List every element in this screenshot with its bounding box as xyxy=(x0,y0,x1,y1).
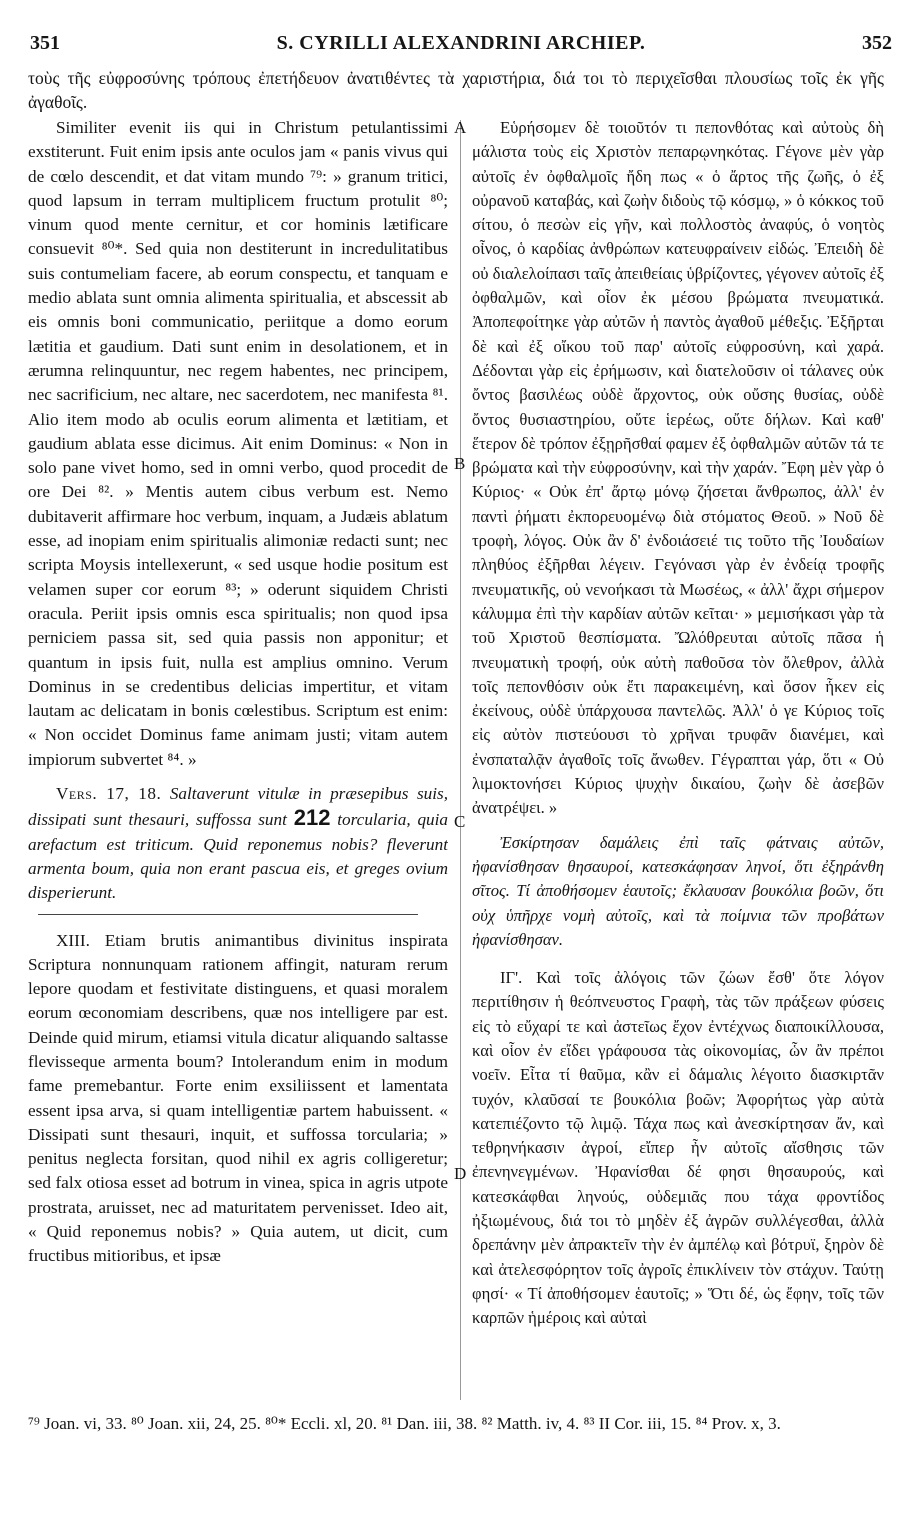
running-title: S. CYRILLI ALEXANDRINI ARCHIEP. xyxy=(276,32,646,54)
latin-verse-text-b: torcularia, quia arefactum est triticum. Quid reponemus nobis? fleverunt armenta boum, quia non erant pascua eis, et greges ovium disperierunt. xyxy=(28,810,448,903)
latin-section-number: XIII. xyxy=(56,930,90,950)
footnotes: ⁷⁹ Joan. vi, 33. ⁸⁰ Joan. xii, 24, 25. ⁸⁰* Eccli. xl, 20. ⁸¹ Dan. iii, 38. ⁸² Matth. iv, 4. ⁸³ II Cor. iii, 15. ⁸⁴ Prov. x, 3. xyxy=(28,1414,781,1433)
latin-verse-label: Vers. 17, 18. xyxy=(56,784,162,804)
latin-paragraph-2-text: Etiam brutis animantibus divinitus inspirata Scriptura nonnunquam rationem affingit, naturam rerum lepore quodam et festivitate distinguens, et quasi moralem eorum œconomiam describens, quæ nos intelligere par est. Deinde quid mirum, etiamsi vitula dicatur aliquando saltasse flevisseque armenta boum? Intolerandum enim in modum fame premebantur. Forte enim exsiliissent et lamentata essent ipsa arva, si quam intelligentiæ partem habuissent. « Dissipati sunt thesauri, inquit, et suffossa torcularia; » penitus neglecta forsitan, quod nihil ex agris colligeretur; sed falx otiosa esset ad botrum in vinea, spica in agris utpote prostrata, aruisset, nec ad maturitatem pervenisset. Ideo ait, « Quid reponemus nobis? » Quia autem, ut dicit, cum fructibus mitioribus, et ipsæ xyxy=(28,930,448,1266)
section-rule xyxy=(38,914,418,915)
margin-letter-a: A xyxy=(454,118,467,137)
greek-paragraph-2 xyxy=(472,966,884,1330)
greek-verse: Ἐσκίρτησαν δαμάλεις ἐπὶ ταῖς φάτναις αὐτῶν, ἠφανίσθησαν θησαυροί, κατεσκάφησαν ληνοί, ὅτι ἐξηράνθη σῖτος. Τί ἀποθήσομεν ἑαυτοῖς; ἔκλαυσαν βουκόλια βοῶν, ὅτι οὐχ ὑπῆρχε νομὴ αὐτοῖς, καὶ τὰ ποίμνια τῶν προβάτων ἠφανίσθησαν. xyxy=(472,832,884,949)
column-divider xyxy=(460,120,461,1400)
greek-paragraph-2-text: Καὶ τοῖς ἀλόγοις τῶν ζώων ἔσθ' ὅτε λόγον περιτίθησιν ἡ θεόπνευστος Γραφὴ, τὰς τῶν πράξεων φύσεις εἰς τὸ εὔχαρί τε καὶ ἀστεῖως ἔχον ἐντέχνως διαποικίλλουσα, καὶ οἷον ἐν εἴδει γράφουσα τὰς οἰκονομίας, ὧν ἂν πρέποι νοεῖν. Εἶτα τί θαῦμα, κἂν εἰ δάμαλις λέγοιτο διασκιρτᾶν τυχόν, κλαῦσαί τε βουκόλια βοῶν; Ἀφορήτως γὰρ αὐτὰ κατεπιέζοντο τῷ λιμῷ. Τάχα πως καὶ ἀνεσκίρτησαν ἄν, καὶ τεθρηνήκασιν ἀγροί, εἴπερ ἦν αὐτοῖς αἴσθησις τῶν ἐπενηνεγμένων. Ἠφανίσθαι δέ φησι θησαυρούς, καὶ κατεσκάφθαι ληνούς, οὐδεμιᾶς που τάχα φροντίδος ἠξιωμένους, διά τοι τὸ μηδὲν ἐξ ἀγρῶν συλλέγεσθαι, ἀλλὰ δρεπάνην μὲν ἀπρακτεῖν τὴν ἐν ἀμπέλῳ καὶ βότρυϊ, ξηρὸν δὲ καὶ ἀτελεσφόρητον τοῖς ἀγροῖς ἐπικλίνειν τὸν στάχυν. Ταύτῃ φησί· « Τί ἀποθήσομεν ἑαυτοῖς; » Ὅτι δέ, ὡς ἔφην, τοῖς τῶν καρπῶν ἡμέροις καὶ αὐταὶ xyxy=(472,968,884,1328)
latin-paragraph-1: Similiter evenit iis qui in Christum petulantissimi exstiterunt. Fuit enim ipsis ante oculos jam « panis vivus qui de cœlo descendit, et dat vitam mundo ⁷⁹: » granum tritici, quod lapsum in terram multiplicem fructum protulit ⁸⁰; vinum quod mente cernitur, et cor hominis lætificare consuevit ⁸⁰*. Sed quia non destiterunt in incredulitatibus suis contumeliam facere, ab eorum conspectu, et tanquam e medio ablata sunt omnia alimenta spiritualia, et abscessit ab eis omnis boni communicatio, periitque a domo eorum lætitia et gaudium. Dati sunt enim in desolationem, et in ærumna relinquuntur, nec regem habentes, nec principem, nec sacrificium, nec altare, nec sacerdotem, nec manifesta ⁸¹. Alio item modo ab oculis eorum alimenta et lætitiam, et gaudium ablata esse dicimus. Ait enim Dominus: « Non in solo pane vivet homo, sed in omni verbo, quod procedit de ore Dei ⁸². » Mentis autem cibus verbum est. Nemo dubitaverit affirmare hoc verbum, inquam, a Judæis ablatum esse, ad inopiam enim spiritualis alimoniæ redacti sunt; nec scripta Moysis intellexerunt, « sed usque hodie positum est velamen super cor eorum ⁸³; » oderunt siquidem Christi oracula. Periit ipsis omnis esca spiritualis; non quod ipsa perniciem passa sit, sed quia passis non apponitur; et quantum in ipsis fuit, nulla est amplius omnino. Verum Dominus in se credentibus delicias impertitur, et vitam lautam ac delicatam in bonis cœlestibus. Scriptum est enim: « Non occidet Dominus fame animam justi; vitam autem impiorum subvertet ⁸⁴. » xyxy=(28,118,448,769)
latin-paragraph-2 xyxy=(28,929,448,1269)
greek-column xyxy=(472,116,884,1406)
column-mark-number: 212 xyxy=(293,805,331,831)
latin-verse-text-a: Saltaverunt vitulæ in præsepibus suis, dissipati sunt thesauri, suffossa sunt xyxy=(28,784,448,830)
margin-letter-b: B xyxy=(454,454,466,473)
latin-column xyxy=(28,116,448,1406)
latin-verse xyxy=(28,782,448,905)
margin-letter-d: D xyxy=(454,1164,467,1183)
running-header xyxy=(30,32,892,60)
greek-continuation-line: τοὺς τῆς εὐφροσύνης τρόπους ἐπετήδευον ἀνατιθέντες τὰ χαριστήρια, διά τοι τὸ περιχεῖσθαι πλουσίως τοῖς ἐκ γῆς ἀγαθοῖς. xyxy=(28,68,884,112)
page-number-right: 352 xyxy=(862,32,892,54)
greek-paragraph-1: Εὑρήσομεν δὲ τοιοῦτόν τι πεπονθότας καὶ αὐτοὺς δὴ μάλιστα τοὺς εἰς Χριστὸν πεπαρῳνηκότας. Γέγονε μὲν γὰρ αὐτοῖς ἐν ὀφθαλμοῖς ἤδη πως « ὁ ἄρτος τῆς ζωῆς, ὁ ἐξ οὐρανοῦ καταβάς, καὶ ζωὴν διδοὺς τῷ κόσμῳ, » ὁ κόκκος τοῦ σίτου, ὁ πεσὼν εἰς γῆν, καὶ πολλοστὸς ἀναφύς, ὁ νοητὸς οἶνος, ὁ καρδίας ἀνθρώπων κατευφραίνειν εἰδώς. Ἐπειδὴ δὲ οὐ διαλελοίπασι ταῖς ἀπειθείαις ὑβρίζοντες, γέγονεν αὐτοῖς ἐξ ὀφθαλμῶν, καὶ οἷον ἐκ μέσου βρώματα πνευματικά. Ἀποπεφοίτηκε γὰρ αὐτῶν ἡ παντὸς ἀγαθοῦ μέθεξις. Ἐξῆρται δὲ καὶ ἐξ οἴκου τοῦ παρ' αὐτοῖς εὐφροσύνη, καὶ χαρά. Δέδονται γὰρ εἰς ἐρήμωσιν, καὶ διατελοῦσιν οἱ τάλανες οὐκ ὄντος βασιλέως οὐδὲ ἄρχοντος, οὐκ οὔσης θυσίας, οὐδὲ ὄντος θυσιαστηρίου, οὔτε ἱερέως, οὔτε δήλων. Καὶ καθ' ἕτερον δὲ τρόπον ἐξῃρῆσθαί φαμεν ἐξ ὀφθαλμῶν αὐτῶν τά τε βρώματα καὶ τὴν εὐφροσύνην, καὶ τὴν χαράν. Ἔφη μὲν γὰρ ὁ Κύριος· « Οὐκ ἐπ' ἄρτῳ μόνῳ ζήσεται ἄνθρωπος, ἀλλ' ἐν παντὶ ῥήματι ἐκπορευομένῳ διὰ στόματος Θεοῦ. » Νοῦ δὲ τροφὴ, λόγος. Οὐκ ἂν δ' ἐνδοιάσειέ τις τοῦτο τῆς Ἰουδαίων πληθύος ἐξῆρθαι λέγειν. Γεγόνασι γὰρ ἐν ἐνδείᾳ τροφῆς πνευματικῆς, οὐ νενοήκασι τὰ Μωσέως, « ἀλλ' ἄχρι σήμερον κάλυμμα ἐπὶ τὴν καρδίαν αὐτῶν κεῖται· » μεμισήκασι γὰρ τὰ τοῦ Χριστοῦ θεσπίσματα. Ὤλόθρευται αὐτοῖς πᾶσα ἡ πνευματικὴ τροφή, οὐκ αὐτὴ παθοῦσα τὸν ὄλεθρον, ἀλλὰ τοῖς πεπονθόσιν οὐκ ἔτι παρακειμένη, καὶ ὅσον ἧκεν εἰς ἐκείνους, οὐδὲ ὑπάρχουσα παντελῶς. Ἀλλ' ὁ γε Κύριος τοῖς εἰς αὐτὸν πιστεύουσι τὸ χρῆναι τρυφᾶν διανέμει, καὶ ἐνσπαταλᾷν ἀγαθοῖς τοῖς ἄνωθεν. Γέγραπται γάρ, ὅτι « Οὐ λιμοκτονήσει Κύριος ψυχὴν δικαίου, ζωὴν δὲ ἀσεβῶν ἀνατρέψει. » xyxy=(472,118,884,818)
margin-letter-c: C xyxy=(454,812,466,831)
page-number-left: 351 xyxy=(30,32,60,54)
greek-section-number: ΙΓ'. xyxy=(500,968,523,988)
